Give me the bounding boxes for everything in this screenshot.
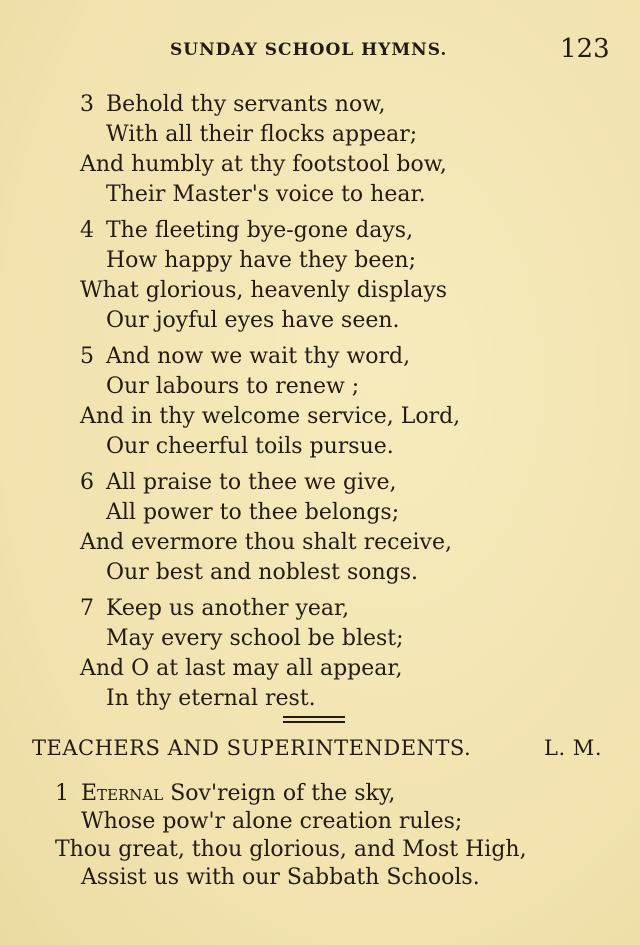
stanza-line: Thou great, thou glorious, and Most High,	[55, 837, 527, 862]
line-text: The fleeting bye-gone days,	[106, 218, 414, 243]
stanza-line	[80, 468, 620, 498]
line-text: Behold thy servants now,	[106, 92, 386, 117]
line-text: Keep us another year,	[106, 596, 350, 621]
stanza-line: And humbly at thy footstool bow,	[80, 152, 447, 177]
stanza	[80, 468, 620, 588]
hymn-stanzas	[80, 90, 620, 720]
stanza	[80, 90, 620, 210]
hymn2-stanza	[55, 780, 625, 892]
stanza-number: 7	[80, 596, 94, 621]
stanza-number: 6	[80, 470, 94, 495]
first-word: Eternal	[81, 781, 164, 806]
line-text: All praise to thee we give,	[106, 470, 397, 495]
stanza-line: Our best and noblest songs.	[106, 560, 419, 585]
stanza-line: And in thy welcome service, Lord,	[80, 404, 461, 429]
running-head: SUNDAY SCHOOL HYMNS.	[170, 40, 448, 60]
stanza-line: All power to thee belongs;	[106, 500, 400, 525]
line-text: And now we wait thy word,	[106, 344, 411, 369]
stanza-line: Our cheerful toils pursue.	[106, 434, 394, 459]
stanza-line: And evermore thou shalt receive,	[80, 530, 452, 555]
section-title: TEACHERS AND SUPERINTENDENTS.	[32, 736, 472, 760]
stanza-line: How happy have they been;	[106, 248, 417, 273]
first-line-rest: Sov'reign of the sky,	[163, 781, 396, 806]
stanza-line: Assist us with our Sabbath Schools.	[81, 865, 480, 890]
stanza	[80, 342, 620, 462]
stanza-line: May every school be blest;	[106, 626, 404, 651]
page-number: 123	[560, 34, 610, 64]
stanza-line	[55, 780, 625, 808]
stanza-line: And O at last may all appear,	[80, 656, 403, 681]
stanza-line: Their Master's voice to hear.	[106, 182, 426, 207]
stanza	[80, 216, 620, 336]
stanza-line	[80, 594, 620, 624]
stanza-line: In thy eternal rest.	[106, 686, 316, 711]
stanza-line	[80, 216, 620, 246]
stanza-line: Whose pow'r alone creation rules;	[81, 809, 463, 834]
stanza-line: Our joyful eyes have seen.	[106, 308, 400, 333]
stanza-line: Our labours to renew ;	[106, 374, 360, 399]
stanza-number: 1	[55, 781, 69, 806]
section-divider	[283, 716, 345, 723]
hymn-meter: L. M.	[544, 736, 602, 760]
stanza-line	[80, 342, 620, 372]
stanza-number: 5	[80, 344, 94, 369]
stanza-line: With all their flocks appear;	[106, 122, 418, 147]
stanza-line	[80, 90, 620, 120]
stanza-number: 4	[80, 218, 94, 243]
stanza-number: 3	[80, 92, 94, 117]
stanza	[80, 594, 620, 714]
stanza-line: What glorious, heavenly displays	[80, 278, 448, 303]
section-heading	[32, 736, 622, 760]
